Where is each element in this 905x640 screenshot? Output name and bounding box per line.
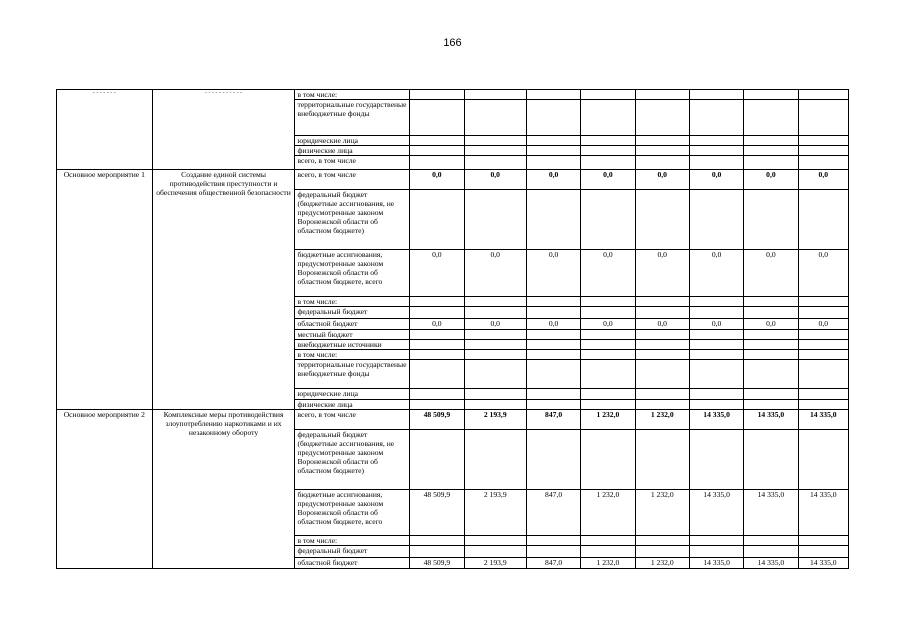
amount-cell <box>581 136 635 146</box>
amount-cell <box>410 297 464 307</box>
amount-cell <box>581 297 635 307</box>
amount-cell <box>464 136 526 146</box>
amount-cell <box>464 350 526 360</box>
amount-cell <box>744 340 798 350</box>
funding-source-cell: бюджетные ассигнования, предусмотренные законом Воронежской области об областном бюджете, всего <box>295 490 410 536</box>
funding-source-cell: федеральный бюджет (бюджетные ассигнования, не предусмотренные законом Воронежской области об областном бюджете) <box>295 190 410 250</box>
amount-cell <box>464 430 526 490</box>
amount-cell: 0,0 <box>689 250 743 297</box>
amount-cell <box>410 360 464 389</box>
table-body <box>57 90 849 569</box>
amount-cell <box>635 156 689 170</box>
amount-cell <box>526 190 580 250</box>
amount-cell: 48 509,9 <box>410 410 464 430</box>
amount-cell <box>635 360 689 389</box>
event-status-cell: - - - - - - - <box>57 90 153 170</box>
funding-source-cell: бюджетные ассигнования, предусмотренные законом Воронежской области об областном бюджете, всего <box>295 250 410 297</box>
amount-cell: 0,0 <box>410 250 464 297</box>
amount-cell <box>689 546 743 558</box>
funding-source-cell: всего, в том числе <box>295 156 410 170</box>
amount-cell <box>526 330 580 340</box>
amount-cell <box>410 400 464 410</box>
amount-cell: 847,0 <box>526 490 580 536</box>
amount-cell <box>526 156 580 170</box>
amount-cell <box>689 330 743 340</box>
amount-cell <box>689 400 743 410</box>
amount-cell: 0,0 <box>635 250 689 297</box>
amount-cell <box>798 400 848 410</box>
amount-cell <box>689 90 743 100</box>
amount-cell <box>689 350 743 360</box>
amount-cell: 1 232,0 <box>635 558 689 569</box>
page-number: 166 <box>443 37 462 49</box>
amount-cell: 0,0 <box>581 319 635 330</box>
amount-cell: 0,0 <box>689 319 743 330</box>
amount-cell <box>410 350 464 360</box>
amount-cell: 14 335,0 <box>798 490 848 536</box>
amount-cell <box>464 340 526 350</box>
amount-cell <box>410 146 464 156</box>
amount-cell: 0,0 <box>464 170 526 190</box>
amount-cell: 0,0 <box>464 319 526 330</box>
amount-cell: 1 232,0 <box>581 410 635 430</box>
amount-cell <box>689 297 743 307</box>
amount-cell: 0,0 <box>798 250 848 297</box>
amount-cell <box>410 389 464 400</box>
amount-cell: 14 335,0 <box>689 410 743 430</box>
amount-cell <box>464 400 526 410</box>
amount-cell <box>744 156 798 170</box>
amount-cell: 0,0 <box>581 170 635 190</box>
amount-cell <box>410 307 464 319</box>
amount-cell <box>410 136 464 146</box>
event-name-cell: - - - - - - - - - - - <box>152 90 295 170</box>
amount-cell <box>798 156 848 170</box>
amount-cell <box>581 536 635 546</box>
amount-cell <box>798 350 848 360</box>
amount-cell <box>689 430 743 490</box>
amount-cell: 0,0 <box>798 170 848 190</box>
amount-cell <box>689 146 743 156</box>
amount-cell <box>581 156 635 170</box>
amount-cell: 0,0 <box>744 319 798 330</box>
amount-cell <box>635 400 689 410</box>
budget-table <box>56 89 849 569</box>
amount-cell <box>464 297 526 307</box>
amount-cell <box>635 100 689 136</box>
amount-cell <box>689 156 743 170</box>
amount-cell: 0,0 <box>744 250 798 297</box>
amount-cell <box>798 190 848 250</box>
event-status-cell: Основное мероприятие 2 <box>57 410 153 569</box>
amount-cell: 1 232,0 <box>635 410 689 430</box>
amount-cell <box>689 100 743 136</box>
funding-source-cell: юридические лица <box>295 389 410 400</box>
amount-cell <box>526 100 580 136</box>
amount-cell <box>581 430 635 490</box>
amount-cell <box>744 360 798 389</box>
funding-source-cell: территориальные государственые внебюджетные фонды <box>295 360 410 389</box>
amount-cell <box>635 389 689 400</box>
amount-cell <box>798 340 848 350</box>
funding-source-cell: физические лица <box>295 146 410 156</box>
amount-cell <box>410 190 464 250</box>
amount-cell <box>464 546 526 558</box>
amount-cell: 14 335,0 <box>689 558 743 569</box>
amount-cell: 0,0 <box>410 170 464 190</box>
amount-cell <box>744 536 798 546</box>
amount-cell <box>464 156 526 170</box>
amount-cell: 847,0 <box>526 558 580 569</box>
funding-source-cell: в том числе: <box>295 350 410 360</box>
amount-cell: 0,0 <box>581 250 635 297</box>
amount-cell: 0,0 <box>635 170 689 190</box>
funding-source-cell: федеральный бюджет <box>295 546 410 558</box>
funding-source-cell: в том числе: <box>295 536 410 546</box>
amount-cell <box>410 340 464 350</box>
event-name-cell: Комплексные меры противодействия злоупотреблению наркотиками и их незаконному обороту <box>152 410 295 569</box>
amount-cell <box>798 136 848 146</box>
amount-cell: 48 509,9 <box>410 490 464 536</box>
amount-cell <box>798 90 848 100</box>
amount-cell <box>635 330 689 340</box>
amount-cell <box>410 430 464 490</box>
amount-cell <box>798 546 848 558</box>
amount-cell <box>798 430 848 490</box>
amount-cell <box>526 297 580 307</box>
amount-cell <box>410 156 464 170</box>
amount-cell <box>689 190 743 250</box>
amount-cell <box>798 360 848 389</box>
amount-cell <box>410 100 464 136</box>
funding-source-cell: федеральный бюджет <box>295 307 410 319</box>
funding-source-cell: в том числе: <box>295 297 410 307</box>
amount-cell: 0,0 <box>526 250 580 297</box>
amount-cell <box>744 297 798 307</box>
amount-cell <box>410 90 464 100</box>
amount-cell <box>635 350 689 360</box>
amount-cell <box>744 146 798 156</box>
amount-cell: 1 232,0 <box>581 558 635 569</box>
amount-cell <box>744 136 798 146</box>
amount-cell <box>798 330 848 340</box>
amount-cell: 0,0 <box>410 319 464 330</box>
amount-cell <box>526 350 580 360</box>
amount-cell: 0,0 <box>526 170 580 190</box>
amount-cell <box>526 90 580 100</box>
amount-cell <box>689 360 743 389</box>
funding-source-cell: всего, в том числе <box>295 170 410 190</box>
funding-source-cell: областной бюджет <box>295 558 410 569</box>
amount-cell <box>689 340 743 350</box>
funding-source-cell: всего, в том числе <box>295 410 410 430</box>
amount-cell <box>581 340 635 350</box>
amount-cell: 0,0 <box>689 170 743 190</box>
amount-cell: 2 193,9 <box>464 490 526 536</box>
amount-cell: 14 335,0 <box>744 490 798 536</box>
amount-cell <box>526 389 580 400</box>
funding-source-cell: местный бюджет <box>295 330 410 340</box>
amount-cell <box>744 90 798 100</box>
funding-source-cell: областной бюджет <box>295 319 410 330</box>
amount-cell: 0,0 <box>464 250 526 297</box>
amount-cell <box>581 400 635 410</box>
funding-source-cell: юридические лица <box>295 136 410 146</box>
amount-cell <box>581 100 635 136</box>
amount-cell <box>635 340 689 350</box>
amount-cell <box>526 536 580 546</box>
table-row <box>57 170 849 190</box>
amount-cell <box>635 307 689 319</box>
amount-cell: 847,0 <box>526 410 580 430</box>
amount-cell: 1 232,0 <box>635 490 689 536</box>
amount-cell <box>464 190 526 250</box>
funding-source-cell: территориальные государственые внебюджетные фонды <box>295 100 410 136</box>
amount-cell <box>744 190 798 250</box>
amount-cell <box>526 340 580 350</box>
amount-cell <box>798 536 848 546</box>
amount-cell: 14 335,0 <box>689 490 743 536</box>
amount-cell <box>744 389 798 400</box>
amount-cell <box>464 100 526 136</box>
funding-source-cell: федеральный бюджет (бюджетные ассигнования, не предусмотренные законом Воронежской области об областном бюджете) <box>295 430 410 490</box>
amount-cell <box>635 146 689 156</box>
amount-cell: 0,0 <box>635 319 689 330</box>
amount-cell: 14 335,0 <box>744 410 798 430</box>
amount-cell <box>581 360 635 389</box>
amount-cell <box>744 430 798 490</box>
amount-cell <box>581 330 635 340</box>
amount-cell <box>464 330 526 340</box>
amount-cell <box>581 190 635 250</box>
table-row <box>57 90 849 100</box>
amount-cell <box>689 136 743 146</box>
amount-cell <box>581 389 635 400</box>
amount-cell <box>798 307 848 319</box>
amount-cell <box>798 297 848 307</box>
funding-source-cell: в том числе: <box>295 90 410 100</box>
amount-cell <box>798 389 848 400</box>
amount-cell <box>744 350 798 360</box>
amount-cell <box>689 389 743 400</box>
funding-source-cell: внебюджетные источники <box>295 340 410 350</box>
amount-cell: 1 232,0 <box>581 490 635 536</box>
amount-cell <box>689 307 743 319</box>
amount-cell <box>689 536 743 546</box>
amount-cell: 2 193,9 <box>464 558 526 569</box>
amount-cell <box>410 546 464 558</box>
amount-cell <box>635 136 689 146</box>
amount-cell <box>581 546 635 558</box>
amount-cell <box>744 100 798 136</box>
amount-cell <box>526 546 580 558</box>
amount-cell <box>744 307 798 319</box>
funding-source-cell: физические лица <box>295 400 410 410</box>
amount-cell <box>464 360 526 389</box>
amount-cell <box>581 350 635 360</box>
amount-cell <box>526 400 580 410</box>
event-name-cell: Создание единой системы противодействия преступности и обеспечения общественной безопасности <box>152 170 295 410</box>
amount-cell <box>744 546 798 558</box>
amount-cell: 48 509,9 <box>410 558 464 569</box>
amount-cell: 14 335,0 <box>798 410 848 430</box>
amount-cell <box>635 536 689 546</box>
amount-cell <box>464 90 526 100</box>
event-status-cell: Основное мероприятие 1 <box>57 170 153 410</box>
table-row <box>57 410 849 430</box>
amount-cell: 14 335,0 <box>744 558 798 569</box>
amount-cell <box>581 146 635 156</box>
amount-cell <box>464 307 526 319</box>
amount-cell <box>635 546 689 558</box>
amount-cell <box>798 100 848 136</box>
amount-cell <box>635 190 689 250</box>
amount-cell: 0,0 <box>798 319 848 330</box>
amount-cell: 14 335,0 <box>798 558 848 569</box>
amount-cell <box>581 307 635 319</box>
amount-cell <box>526 136 580 146</box>
amount-cell <box>635 90 689 100</box>
amount-cell <box>526 146 580 156</box>
amount-cell <box>464 536 526 546</box>
amount-cell <box>526 307 580 319</box>
amount-cell: 0,0 <box>526 319 580 330</box>
amount-cell <box>464 389 526 400</box>
amount-cell <box>526 360 580 389</box>
amount-cell <box>526 430 580 490</box>
amount-cell <box>581 90 635 100</box>
amount-cell: 0,0 <box>744 170 798 190</box>
amount-cell <box>464 146 526 156</box>
amount-cell <box>635 297 689 307</box>
amount-cell: 2 193,9 <box>464 410 526 430</box>
amount-cell <box>635 430 689 490</box>
amount-cell <box>410 330 464 340</box>
amount-cell <box>798 146 848 156</box>
amount-cell <box>744 400 798 410</box>
amount-cell <box>744 330 798 340</box>
amount-cell <box>410 536 464 546</box>
